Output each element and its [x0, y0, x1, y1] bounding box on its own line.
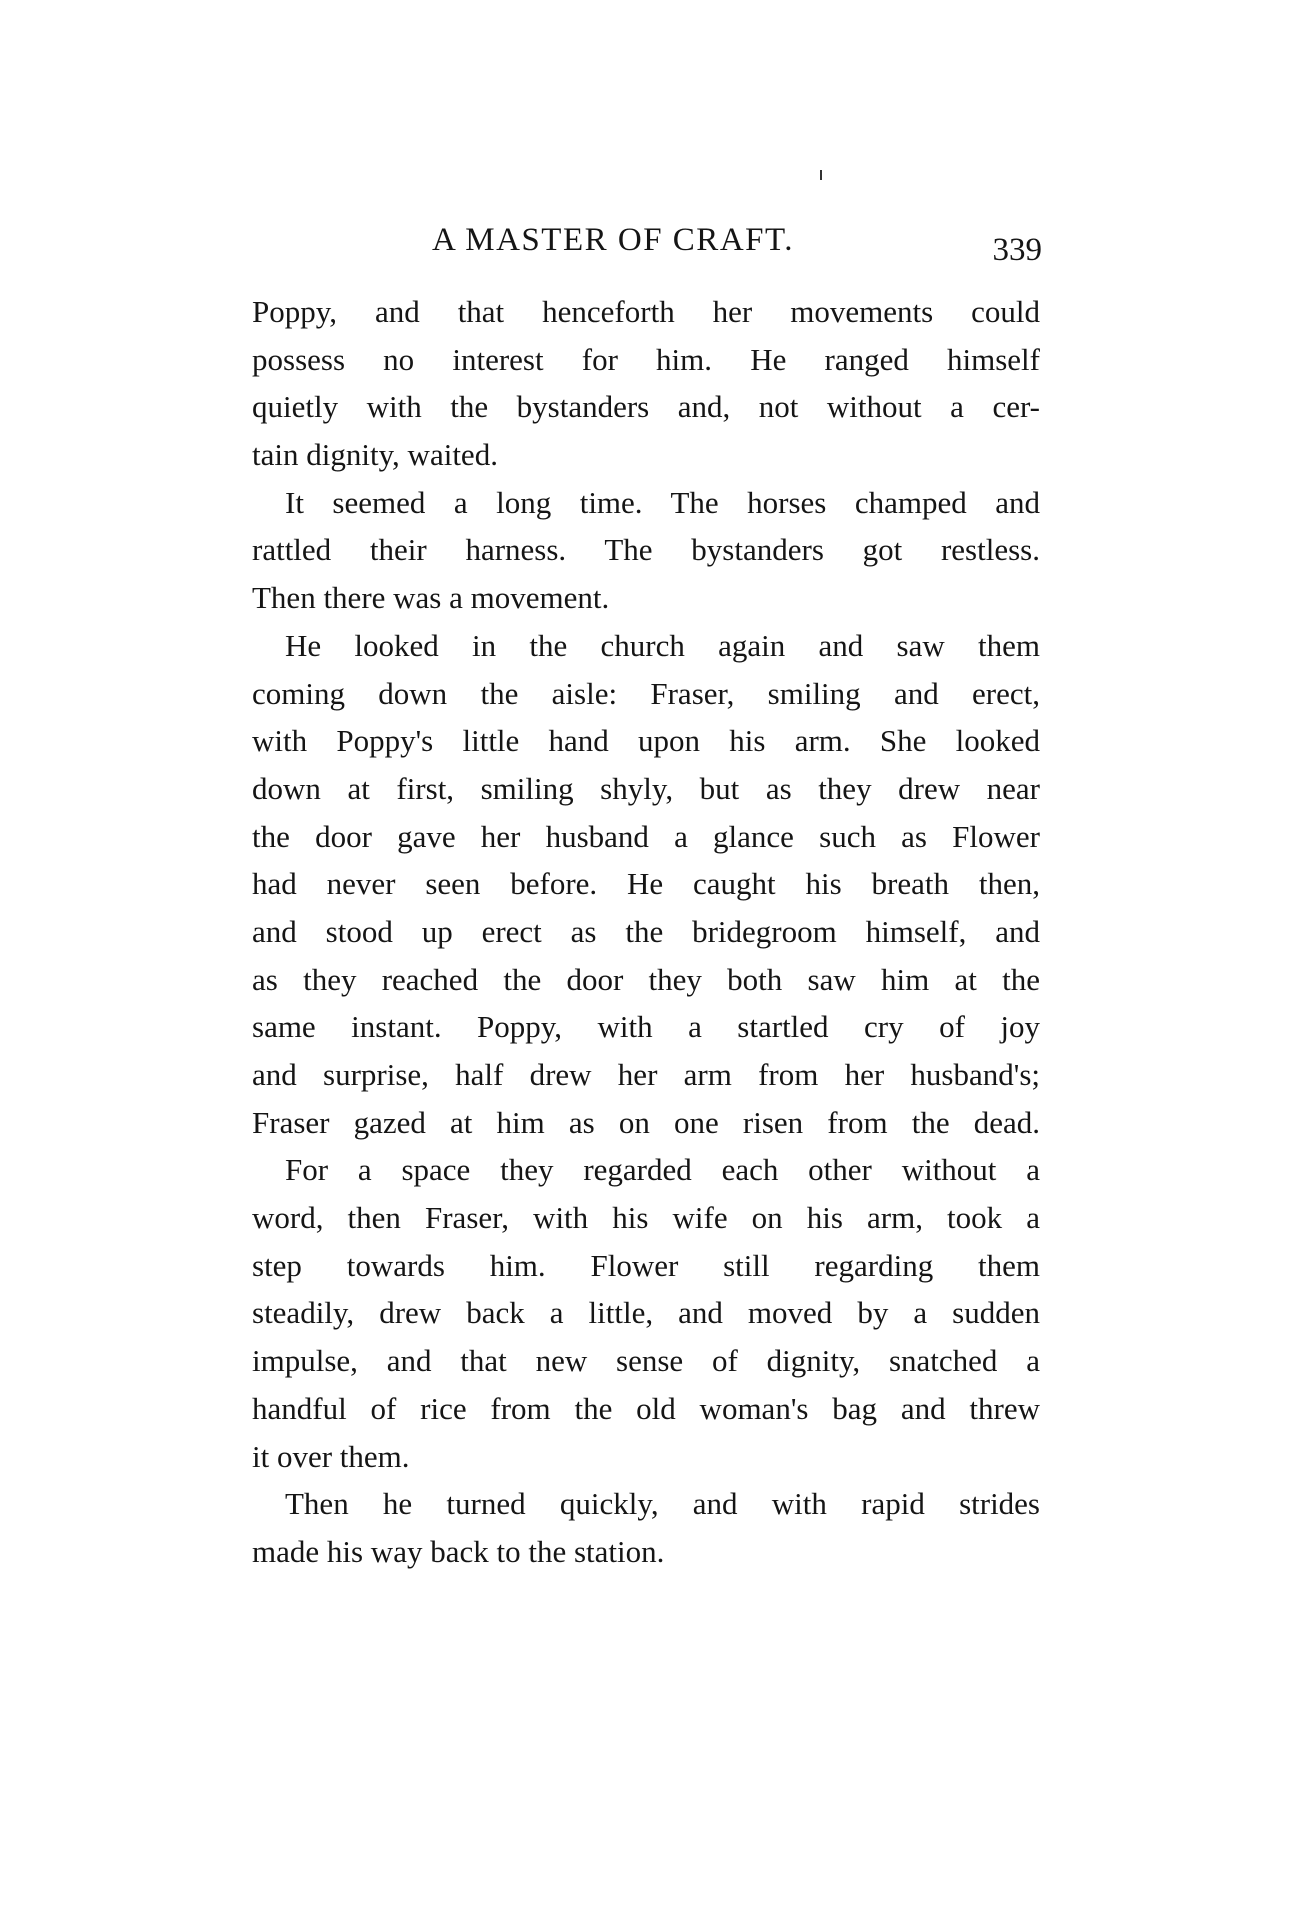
text-line: it over them. — [252, 1438, 410, 1474]
text-line: quietly with the bystanders and, not without a cer- — [252, 389, 1040, 425]
text-line: Then there was a movement. — [252, 580, 610, 616]
text-line: Poppy, and that henceforth her movements could — [252, 294, 1040, 329]
paragraph — [252, 1480, 1040, 1575]
text-line: had never seen before. He caught his breath then, — [252, 866, 1040, 902]
text-line: He looked in the church again and saw them — [285, 627, 1040, 663]
text-line: and stood up erect as the bridegroom himself, and — [252, 913, 1040, 949]
paragraph — [252, 1146, 1040, 1480]
text-line: made his way back to the station. — [252, 1533, 665, 1569]
text-line: possess no interest for him. He ranged himself — [252, 341, 1040, 377]
print-speck — [820, 170, 822, 180]
text-line: down at first, smiling shyly, but as they drew near — [252, 770, 1040, 806]
text-line: impulse, and that new sense of dignity, snatched a — [252, 1343, 1040, 1379]
text-line: coming down the aisle: Fraser, smiling and erect, — [252, 675, 1040, 711]
text-line: same instant. Poppy, with a startled cry of joy — [252, 1009, 1040, 1045]
text-line: step towards him. Flower still regarding them — [252, 1247, 1040, 1283]
text-line: with Poppy's little hand upon his arm. She looked — [252, 723, 1040, 759]
paragraph — [252, 479, 1040, 622]
text-line: and surprise, half drew her arm from her husband's; — [252, 1057, 1040, 1092]
running-title: A MASTER OF CRAFT. — [432, 222, 794, 258]
paragraph — [252, 288, 1040, 479]
text-line: For a space they regarded each other without a — [285, 1152, 1040, 1188]
body-text — [252, 288, 1040, 1576]
text-line: Then he turned quickly, and with rapid strides — [285, 1486, 1040, 1522]
text-line: word, then Fraser, with his wife on his arm, took a — [252, 1200, 1040, 1236]
page-number: 339 — [992, 232, 1042, 268]
text-line: Fraser gazed at him as on one risen from the dead. — [252, 1104, 1040, 1140]
text-line: as they reached the door they both saw him at the — [252, 961, 1040, 997]
text-line: the door gave her husband a glance such as Flower — [252, 818, 1040, 854]
text-line: handful of rice from the old woman's bag and threw — [252, 1390, 1040, 1426]
page-header — [252, 218, 1050, 274]
text-line: steadily, drew back a little, and moved by a sudden — [252, 1295, 1040, 1331]
text-line: rattled their harness. The bystanders got restless. — [252, 532, 1040, 568]
text-line: tain dignity, waited. — [252, 437, 498, 473]
paragraph — [252, 622, 1040, 1147]
text-line: It seemed a long time. The horses champed and — [285, 484, 1040, 520]
